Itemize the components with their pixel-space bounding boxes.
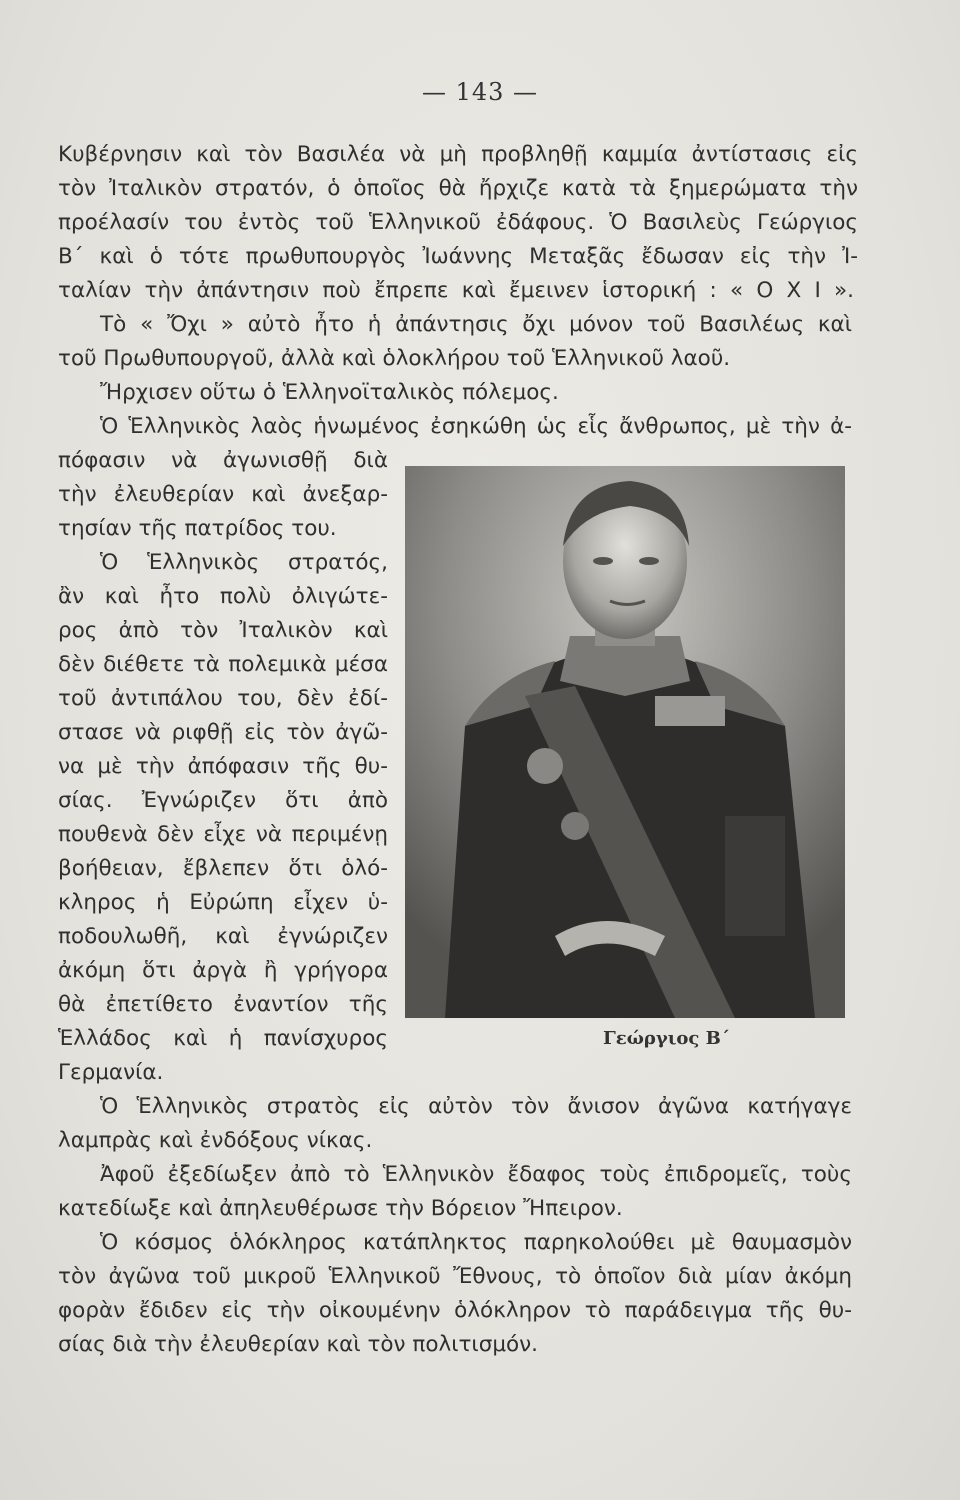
text-line: ἀκόμη ὅτι ἀργὰ ἢ γρήγορα	[58, 958, 388, 983]
text-line: πουθενὰ δὲν εἶχε νὰ περιμένῃ	[58, 822, 388, 847]
text-line: Κυβέρνησιν καὶ τὸν Βασιλέα νὰ μὴ προβληθῇ καμμία ἀντίστασις εἰς	[58, 142, 858, 167]
text-line: προέλασίν του ἐντὸς τοῦ Ἑλληνικοῦ ἐδάφους. Ὁ Βασιλεὺς Γεώργιος	[58, 210, 858, 235]
text-line: τὸν Ἰταλικὸν στρατόν, ὁ ὁποῖος θὰ ἤρχιζε κατὰ τὰ ξημερώματα τὴν	[58, 176, 858, 201]
text-line: σίας διὰ τὴν ἐλευθερίαν καὶ τὸν πολιτισμόν.	[58, 1332, 539, 1357]
photo-caption: Γεώργιος Β΄	[603, 1028, 730, 1049]
text-line: Γερμανία.	[58, 1060, 164, 1085]
text-line: Ὁ Ἑλληνικὸς λαὸς ἡνωμένος ἐσηκώθη ὡς εἷς ἄνθρωπος, μὲ τὴν ἀ-	[100, 414, 852, 439]
text-line: τοῦ Πρωθυπουργοῦ, ἀλλὰ καὶ ὁλοκλήρου τοῦ Ἑλληνικοῦ λαοῦ.	[58, 346, 731, 371]
text-line: ποδουλωθῆ, καὶ ἐγνώριζεν	[58, 924, 388, 949]
text-line: τὴν ἐλευθερίαν καὶ ἀνεξαρ-	[58, 482, 388, 507]
text-line: Ὁ Ἑλληνικὸς στρατὸς εἰς αὐτὸν τὸν ἄνισον ἀγῶνα κατήγαγε	[100, 1094, 852, 1119]
text-line: πόφασιν νὰ ἀγωνισθῇ διὰ	[58, 448, 388, 473]
page-number: — 143 —	[421, 78, 539, 106]
text-line: να μὲ τὴν ἀπόφασιν τῆς θυ-	[58, 754, 388, 779]
text-line: Ἀφοῦ ἐξεδίωξεν ἀπὸ τὸ Ἑλληνικὸν ἔδαφος τοὺς ἐπιδρομεῖς, τοὺς	[100, 1162, 852, 1187]
text-line: ἂν καὶ ἦτο πολὺ ὀλιγώτε-	[58, 584, 388, 609]
text-line: λαμπρὰς καὶ ἐνδόξους νίκας.	[58, 1128, 373, 1153]
text-line: Ὁ Ἑλληνικὸς στρατός,	[100, 550, 388, 575]
text-line: ταλίαν τὴν ἀπάντησιν ποὺ ἔπρεπε καὶ ἔμεινεν ἱστορική : « Ο Χ Ι ».	[58, 278, 854, 303]
text-line: τοῦ ἀντιπάλου του, δὲν ἐδί-	[58, 686, 388, 711]
text-line: Ἑλλάδος καὶ ἡ πανίσχυρος	[58, 1026, 388, 1051]
text-line: τὸν ἀγῶνα τοῦ μικροῦ Ἑλληνικοῦ Ἔθνους, τὸ ὁποῖον διὰ μίαν ἀκόμη	[58, 1264, 852, 1289]
text-line: Τὸ « Ὄχι » αὐτὸ ἦτο ἡ ἀπάντησις ὄχι μόνον τοῦ Βασιλέως καὶ	[100, 312, 852, 337]
text-line: θὰ ἐπετίθετο ἐναντίον τῆς	[58, 992, 388, 1017]
text-line: κληρος ἡ Εὐρώπη εἶχεν ὑ-	[58, 890, 388, 915]
portrait-illustration	[405, 466, 845, 1018]
text-line: φορὰν ἔδιδεν εἰς τὴν οἰκουμένην ὁλόκληρον τὸ παράδειγμα τῆς θυ-	[58, 1298, 852, 1323]
text-line: στασε νὰ ριφθῇ εἰς τὸν ἀγῶ-	[58, 720, 388, 745]
text-line: σίας. Ἐγνώριζεν ὅτι ἀπὸ	[58, 788, 388, 813]
text-line: τησίαν τῆς πατρίδος του.	[58, 516, 337, 541]
text-line: δὲν διέθετε τὰ πολεμικὰ μέσα	[58, 652, 388, 677]
text-line: Β΄ καὶ ὁ τότε πρωθυπουργὸς Ἰωάννης Μεταξᾶς ἔδωσαν εἰς τὴν Ἰ-	[58, 244, 858, 269]
text-line: Ἤρχισεν οὕτω ὁ Ἑλληνοϊταλικὸς πόλεμος.	[100, 380, 559, 405]
text-line: Ὁ κόσμος ὁλόκληρος κατάπληκτος παρηκολούθει μὲ θαυμασμὸν	[100, 1230, 852, 1255]
text-line: ρος ἀπὸ τὸν Ἰταλικὸν καὶ	[58, 618, 388, 643]
text-line: κατεδίωξε καὶ ἀπηλευθέρωσε τὴν Βόρειον Ἤπειρον.	[58, 1196, 623, 1221]
portrait-photo	[405, 466, 845, 1018]
text-line: βοήθειαν, ἔβλεπεν ὅτι ὁλό-	[58, 856, 388, 881]
